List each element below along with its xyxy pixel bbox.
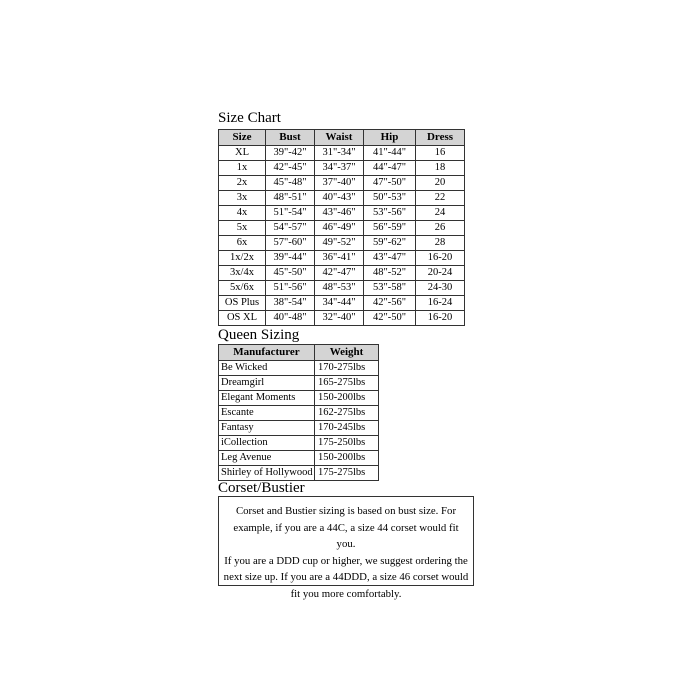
dress-cell: 16-24: [416, 296, 465, 311]
table-row: [219, 221, 465, 236]
hip-cell: 43"-47": [364, 251, 416, 266]
manufacturer-column-header: Manufacturer: [219, 345, 315, 361]
waist-cell: 49"-52": [315, 236, 364, 251]
dress-cell: 16-20: [416, 251, 465, 266]
manufacturer-cell: Shirley of Hollywood: [219, 466, 315, 481]
dress-cell: 24: [416, 206, 465, 221]
dress-cell: 28: [416, 236, 465, 251]
table-row: [219, 421, 379, 436]
weight-cell: 165-275lbs: [315, 376, 379, 391]
manufacturer-cell: Leg Avenue: [219, 451, 315, 466]
waist-cell: 40"-43": [315, 191, 364, 206]
weight-cell: 162-275lbs: [315, 406, 379, 421]
corset-bustier-title: Corset/Bustier: [218, 480, 305, 496]
hip-cell: 56"-59": [364, 221, 416, 236]
bust-cell: 40"-48": [266, 311, 315, 326]
bust-column-header: Bust: [266, 130, 315, 146]
table-row: [219, 251, 465, 266]
bust-cell: 45"-48": [266, 176, 315, 191]
bust-cell: 54"-57": [266, 221, 315, 236]
hip-cell: 44"-47": [364, 161, 416, 176]
hip-cell: 48"-52": [364, 266, 416, 281]
table-row: [219, 451, 379, 466]
hip-cell: 50"-53": [364, 191, 416, 206]
note-line: If you are a DDD cup or higher, we suggest ordering the: [224, 554, 468, 567]
table-row: [219, 236, 465, 251]
queen-sizing-table: [218, 344, 379, 481]
dress-cell: 16: [416, 146, 465, 161]
table-row: [219, 176, 465, 191]
size-cell: 2x: [219, 176, 266, 191]
size-cell: OS XL: [219, 311, 266, 326]
table-row: [219, 281, 465, 296]
dress-cell: 22: [416, 191, 465, 206]
corset-sizing-note: [218, 496, 474, 600]
size-cell: 4x: [219, 206, 266, 221]
hip-cell: 42"-50": [364, 311, 416, 326]
size-chart-title: Size Chart: [218, 110, 281, 126]
weight-cell: 175-275lbs: [315, 466, 379, 481]
note-line: Corset and Bustier sizing is based on bust size. For: [235, 505, 457, 517]
dress-cell: 26: [416, 221, 465, 236]
table-row: [219, 436, 379, 451]
dress-cell: 16-20: [416, 311, 465, 326]
weight-cell: 150-200lbs: [315, 451, 379, 466]
bust-cell: 57"-60": [266, 236, 315, 251]
table-row: [219, 406, 379, 421]
bust-cell: 45"-50": [266, 266, 315, 281]
hip-cell: 53"-56": [364, 206, 416, 221]
table-row: [219, 191, 465, 206]
note-line: example, if you are a 44C, a size 44 corset would fit you.: [233, 521, 459, 550]
waist-cell: 43"-46": [315, 206, 364, 221]
waist-column-header: Waist: [315, 130, 364, 146]
manufacturer-cell: Escante: [219, 406, 315, 421]
note-line: fit you more comfortably.: [290, 587, 402, 600]
waist-cell: 42"-47": [315, 266, 364, 281]
size-cell: 3x: [219, 191, 266, 206]
dress-cell: 24-30: [416, 281, 465, 296]
waist-cell: 34"-37": [315, 161, 364, 176]
manufacturer-cell: iCollection: [219, 436, 315, 451]
bust-cell: 48"-51": [266, 191, 315, 206]
size-chart-header-row: [219, 130, 465, 146]
table-row: [219, 376, 379, 391]
dress-cell: 20-24: [416, 266, 465, 281]
waist-cell: 48"-53": [315, 281, 364, 296]
bust-cell: 39"-44": [266, 251, 315, 266]
table-row: [219, 311, 465, 326]
size-cell: 5x/6x: [219, 281, 266, 296]
hip-cell: 41"-44": [364, 146, 416, 161]
table-row: [219, 296, 465, 311]
bust-cell: 51"-54": [266, 206, 315, 221]
size-cell: 1x: [219, 161, 266, 176]
weight-cell: 170-275lbs: [315, 361, 379, 376]
hip-cell: 47"-50": [364, 176, 416, 191]
waist-cell: 37"-40": [315, 176, 364, 191]
manufacturer-cell: Dreamgirl: [219, 376, 315, 391]
dress-cell: 18: [416, 161, 465, 176]
size-cell: 3x/4x: [219, 266, 266, 281]
dress-cell: 20: [416, 176, 465, 191]
manufacturer-cell: Be Wicked: [219, 361, 315, 376]
size-chart-table: [218, 129, 465, 326]
weight-cell: 175-250lbs: [315, 436, 379, 451]
manufacturer-cell: Fantasy: [219, 421, 315, 436]
bust-cell: 51"-56": [266, 281, 315, 296]
table-row: [219, 161, 465, 176]
size-cell: 5x: [219, 221, 266, 236]
waist-cell: 36"-41": [315, 251, 364, 266]
waist-cell: 34"-44": [315, 296, 364, 311]
weight-cell: 170-245lbs: [315, 421, 379, 436]
bust-cell: 39"-42": [266, 146, 315, 161]
waist-cell: 32"-40": [315, 311, 364, 326]
size-cell: OS Plus: [219, 296, 266, 311]
table-row: [219, 466, 379, 481]
hip-cell: 53"-58": [364, 281, 416, 296]
bust-cell: 38"-54": [266, 296, 315, 311]
size-cell: XL: [219, 146, 266, 161]
waist-cell: 31"-34": [315, 146, 364, 161]
table-row: [219, 391, 379, 406]
waist-cell: 46"-49": [315, 221, 364, 236]
weight-cell: 150-200lbs: [315, 391, 379, 406]
table-row: [219, 266, 465, 281]
bust-cell: 42"-45": [266, 161, 315, 176]
table-row: [219, 206, 465, 221]
hip-cell: 59"-62": [364, 236, 416, 251]
hip-cell: 42"-56": [364, 296, 416, 311]
manufacturer-cell: Elegant Moments: [219, 391, 315, 406]
weight-column-header: Weight: [315, 345, 379, 361]
table-row: [219, 146, 465, 161]
size-column-header: Size: [219, 130, 266, 146]
note-line: next size up. If you are a 44DDD, a size 46 corset would: [223, 571, 469, 583]
queen-sizing-title: Queen Sizing: [218, 327, 300, 343]
queen-sizing-header-row: [219, 345, 379, 361]
dress-column-header: Dress: [416, 130, 465, 146]
hip-column-header: Hip: [364, 130, 416, 146]
table-row: [219, 361, 379, 376]
size-cell: 1x/2x: [219, 251, 266, 266]
size-cell: 6x: [219, 236, 266, 251]
